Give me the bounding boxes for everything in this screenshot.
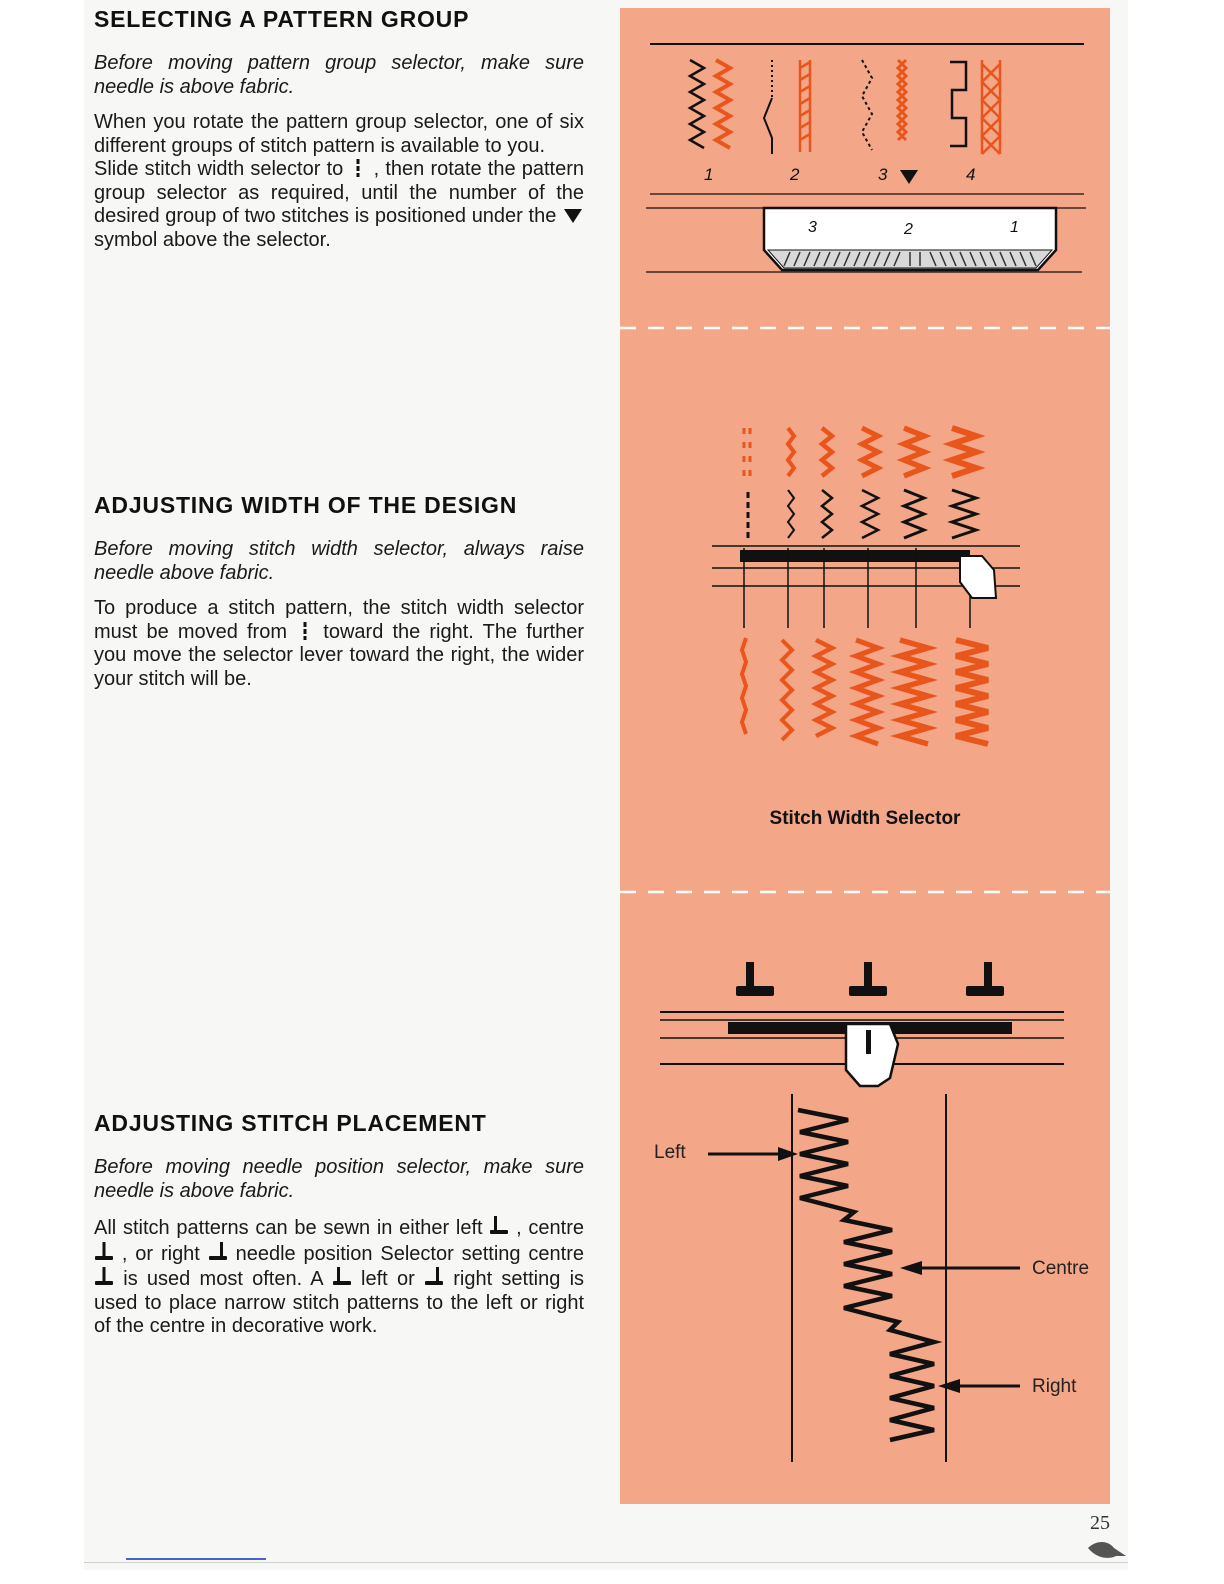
- group1-stitch-orange: [716, 60, 730, 148]
- dial-number-1: 1: [1010, 219, 1019, 236]
- blue-rule: [126, 1558, 266, 1560]
- section-stitch-placement: [92, 1110, 584, 1339]
- note-pattern-group: Before moving pattern group selector, make sure needle is above fabric.: [94, 52, 584, 98]
- para-stitch-placement: All stitch patterns can be sewn in either left , centre , or right needle position Selector setting centre is used most often. A left or right setting is used to place narrow stitch patterns to the left or right of the centre in decorative work.: [94, 1217, 585, 1337]
- right-needle-icon: [208, 1241, 228, 1263]
- needle-position-selector[interactable]: [846, 1024, 898, 1086]
- figure-stitch-width: [712, 428, 1020, 744]
- straight-stitch-icon: [296, 621, 314, 641]
- figure-stitch-placement: [660, 962, 1064, 1462]
- note-width-design: Before moving stitch width selector, always raise needle above fabric.: [94, 538, 584, 584]
- right-arrow-icon: [938, 1379, 1020, 1393]
- group2-stitch-orange: [800, 60, 810, 152]
- heading-stitch-placement: ADJUSTING STITCH PLACEMENT: [94, 1110, 487, 1136]
- illustration-panel: [620, 8, 1110, 1504]
- group-number-1: 1: [704, 165, 714, 184]
- dial-number-2: 2: [904, 221, 913, 238]
- bottom-rule: [84, 1562, 1128, 1563]
- corner-mark-icon: [1086, 1538, 1128, 1562]
- label-centre: Centre: [1032, 1258, 1090, 1279]
- stitch-width-rail: [740, 550, 970, 562]
- section-width-design: [92, 492, 584, 691]
- pattern-group-dial[interactable]: [764, 208, 1056, 270]
- note-stitch-placement: Before moving needle position selector, make sure needle is above fabric.: [94, 1156, 584, 1202]
- right-needle-icon: [424, 1266, 444, 1288]
- group-number-2: 2: [790, 165, 800, 184]
- right-needle-icon: [966, 962, 1004, 996]
- para-width-design: To produce a stitch pattern, the stitch width selector must be moved from toward the right. The further you move the selector lever toward the right, the wider your stitch will be.: [94, 597, 584, 690]
- stitch-placement-zigzag: [798, 1110, 934, 1440]
- centre-needle-icon: [849, 962, 887, 996]
- group4-stitch-black: [950, 62, 966, 146]
- figure-pattern-group: [646, 44, 1086, 272]
- group-number-3: 3: [878, 165, 888, 184]
- arrow-down-triangle-icon: [900, 170, 918, 184]
- left-needle-icon: [332, 1266, 352, 1288]
- stitch-width-lever[interactable]: [960, 556, 996, 598]
- left-arrow-icon: [708, 1147, 798, 1161]
- para-pattern-group-1: When you rotate the pattern group selector, one of six different groups of stitch pattern is available to you.: [94, 111, 584, 157]
- section-pattern-group: [92, 6, 584, 252]
- centre-needle-icon: [94, 1266, 114, 1288]
- group-number-4: 4: [966, 165, 976, 184]
- group4-stitch-orange: [982, 60, 1000, 154]
- group1-stitch-black: [690, 60, 704, 148]
- left-needle-icon: [489, 1215, 509, 1237]
- heading-width-design: ADJUSTING WIDTH OF THE DESIGN: [94, 492, 518, 518]
- stitch-width-caption: Stitch Width Selector: [769, 808, 961, 829]
- page-number: 25: [1090, 1512, 1110, 1534]
- arrow-down-triangle-icon: [562, 207, 584, 225]
- straight-stitch-icon: [349, 158, 367, 178]
- centre-needle-icon: [94, 1241, 114, 1263]
- label-left: Left: [654, 1142, 686, 1163]
- para-pattern-group-2: Slide stitch width selector to , then rotate the pattern group selector as required, until the number of the desired group of two stitches is positioned under the symbol above the selector.: [94, 158, 585, 251]
- centre-arrow-icon: [900, 1261, 1020, 1275]
- left-needle-icon: [736, 962, 774, 996]
- group3-stitch-black: [862, 60, 872, 150]
- dial-number-3: 3: [808, 219, 817, 236]
- label-right: Right: [1032, 1376, 1077, 1397]
- group3-stitch-orange: [898, 60, 906, 140]
- heading-pattern-group: SELECTING A PATTERN GROUP: [94, 6, 470, 32]
